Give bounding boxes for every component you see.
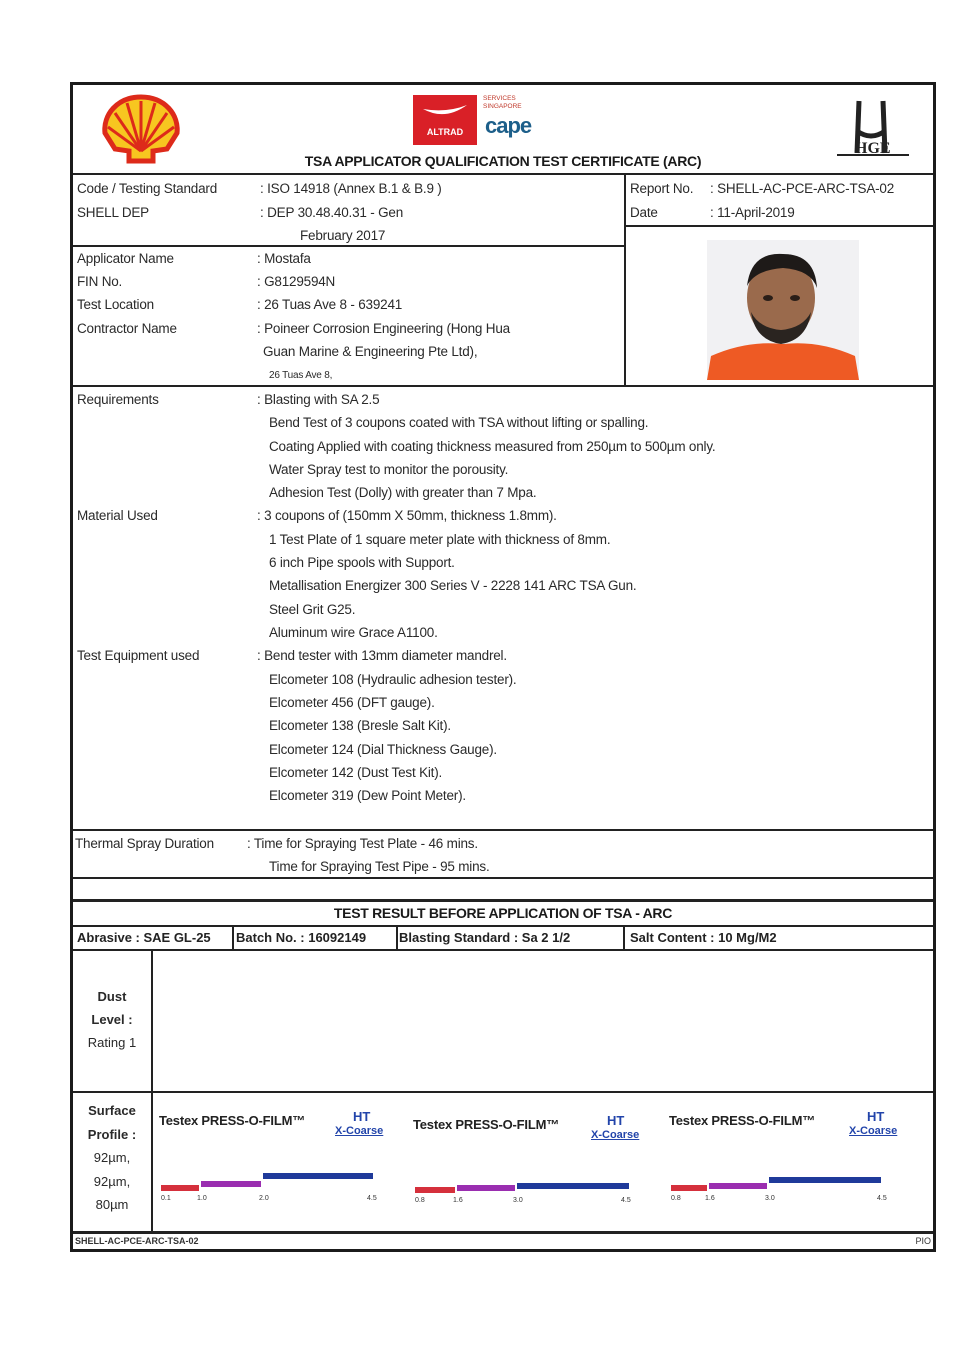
shell-dep-value: : DEP 30.48.40.31 - Gen xyxy=(260,205,403,220)
svg-text:HGE: HGE xyxy=(855,140,891,157)
dust-rating: Rating 1 xyxy=(87,1035,137,1050)
divider xyxy=(73,1091,933,1093)
divider xyxy=(73,925,933,927)
scale-tick: 1.6 xyxy=(453,1197,463,1204)
equipment-item: Elcometer 142 (Dust Test Kit). xyxy=(269,765,443,780)
surface-profile-value: 92µm, xyxy=(93,1150,131,1165)
divider xyxy=(624,173,626,385)
scale-segment-purple xyxy=(201,1181,261,1187)
scale-segment-purple xyxy=(457,1185,515,1191)
press-film-brand: Testex PRESS-O-FILM™ xyxy=(159,1113,306,1128)
scale-tick: 0.1 xyxy=(161,1195,171,1202)
material-item: Metallisation Energizer 300 Series V - 2228 141 ARC TSA Gun. xyxy=(269,578,637,593)
requirement-item: Adhesion Test (Dolly) with greater than 7 Mpa. xyxy=(269,485,537,500)
date-label: Date xyxy=(630,205,658,220)
material-item: Aluminum wire Grace A1100. xyxy=(269,625,438,640)
requirement-item: Coating Applied with coating thickness measured from 250µm to 500µm only. xyxy=(269,439,716,454)
press-film-type: X-Coarse xyxy=(849,1125,898,1137)
applicator-name-label: Applicator Name xyxy=(77,251,174,266)
equipment-item: Elcometer 319 (Dew Point Meter). xyxy=(269,788,466,803)
contractor-value: : Poineer Corrosion Engineering (Hong Hua xyxy=(257,321,510,336)
scale-segment-blue xyxy=(263,1173,373,1179)
material-item: 1 Test Plate of 1 square meter plate with thickness of 8mm. xyxy=(269,532,611,547)
requirement-item: : Blasting with SA 2.5 xyxy=(257,392,380,407)
altrad-wordmark: ALTRAD xyxy=(426,127,464,137)
certificate-title: TSA APPLICATOR QUALIFICATION TEST CERTIFICATE (ARC) xyxy=(304,153,702,169)
cape-logo: cape xyxy=(485,113,532,138)
thermal-spray-pipe: Time for Spraying Test Pipe - 95 mins. xyxy=(269,859,490,874)
surface-profile-value: 80µm xyxy=(95,1197,129,1212)
contractor-label: Contractor Name xyxy=(77,321,177,336)
equipment-item: Elcometer 108 (Hydraulic adhesion tester). xyxy=(269,672,517,687)
scale-segment-red xyxy=(415,1187,455,1193)
test-location-value: : 26 Tuas Ave 8 - 639241 xyxy=(257,297,403,312)
divider xyxy=(73,1231,933,1234)
equipment-item: : Bend tester with 13mm diameter mandrel. xyxy=(257,648,507,663)
surface-profile-label xyxy=(73,1099,151,1217)
certificate-page xyxy=(70,82,936,1252)
equipment-item: Elcometer 138 (Bresle Salt Kit). xyxy=(269,718,451,733)
report-no-value: : SHELL-AC-PCE-ARC-TSA-02 xyxy=(710,181,895,196)
press-film-brand: Testex PRESS-O-FILM™ xyxy=(669,1113,816,1128)
press-o-film-replica xyxy=(411,1109,649,1217)
scale-tick: 4.5 xyxy=(877,1195,887,1202)
scale-segment-red xyxy=(671,1185,707,1191)
scale-segment-purple xyxy=(709,1183,767,1189)
divider xyxy=(73,877,933,879)
dust-label-line: Dust xyxy=(97,989,127,1004)
code-standard-value: : ISO 14918 (Annex B.1 & B.9 ) xyxy=(260,181,442,196)
scale-tick: 4.5 xyxy=(621,1197,631,1204)
footer-right: PIO xyxy=(915,1236,931,1246)
press-film-grade: HT xyxy=(353,1109,371,1124)
divider xyxy=(624,225,933,227)
dust-tape-area xyxy=(153,951,933,1089)
divider xyxy=(232,925,234,949)
press-o-film-replica xyxy=(157,1109,395,1217)
code-standard-label: Code / Testing Standard xyxy=(77,181,217,196)
scale-tick: 0.8 xyxy=(671,1195,681,1202)
press-o-film-replica xyxy=(667,1109,923,1217)
requirements-label: Requirements xyxy=(77,392,159,407)
fin-label: FIN No. xyxy=(77,274,123,289)
dust-label-line: Level : xyxy=(91,1012,133,1027)
press-film-grade: HT xyxy=(607,1113,625,1128)
test-result-title: TEST RESULT BEFORE APPLICATION OF TSA - ARC xyxy=(333,905,673,921)
requirement-item: Water Spray test to monitor the porousity. xyxy=(269,462,509,477)
divider xyxy=(396,925,398,949)
material-label: Material Used xyxy=(77,508,158,523)
scale-tick: 0.8 xyxy=(415,1197,425,1204)
divider xyxy=(73,829,933,831)
scale-tick: 1.0 xyxy=(197,1195,207,1202)
press-film-type: X-Coarse xyxy=(335,1125,384,1137)
contractor-value-2: Guan Marine & Engineering Pte Ltd), xyxy=(263,344,478,359)
material-item: Steel Grit G25. xyxy=(269,602,356,617)
footer-doc-ref: SHELL-AC-PCE-ARC-TSA-02 xyxy=(75,1236,199,1246)
thermal-spray-plate: : Time for Spraying Test Plate - 46 mins. xyxy=(247,836,478,851)
equipment-item: Elcometer 456 (DFT gauge). xyxy=(269,695,435,710)
scale-segment-red xyxy=(161,1185,199,1191)
fin-value: : G8129594N xyxy=(257,274,336,289)
divider xyxy=(73,385,933,387)
date-value: : 11-April-2019 xyxy=(710,205,795,220)
thermal-spray-label: Thermal Spray Duration xyxy=(75,836,214,851)
divider xyxy=(73,173,933,175)
material-item: : 3 coupons of (150mm X 50mm, thickness 1.8mm). xyxy=(257,508,557,523)
requirement-item: Bend Test of 3 coupons coated with TSA without lifting or spalling. xyxy=(269,415,649,430)
equipment-item: Elcometer 124 (Dial Thickness Gauge). xyxy=(269,742,497,757)
material-item: 6 inch Pipe spools with Support. xyxy=(269,555,455,570)
shell-dep-date: February 2017 xyxy=(300,228,386,243)
test-location-label: Test Location xyxy=(77,297,154,312)
press-film-grade: HT xyxy=(867,1109,885,1124)
applicator-name-value: : Mostafa xyxy=(257,251,311,266)
altrad-services-text: SERVICES SINGAPORE xyxy=(483,95,522,110)
divider xyxy=(623,925,625,949)
altrad-logo xyxy=(413,95,477,145)
salt-content-cell: Salt Content : 10 Mg/M2 xyxy=(630,930,777,945)
scale-segment-blue xyxy=(769,1177,881,1183)
press-film-brand: Testex PRESS-O-FILM™ xyxy=(413,1117,560,1132)
scale-segment-blue xyxy=(517,1183,629,1189)
scale-tick: 3.0 xyxy=(765,1195,775,1202)
applicator-photo xyxy=(707,240,859,380)
scale-tick: 4.5 xyxy=(367,1195,377,1202)
contractor-value-3: 26 Tuas Ave 8, xyxy=(269,370,333,381)
surface-label-line: Profile : xyxy=(87,1126,137,1142)
blasting-standard-cell: Blasting Standard : Sa 2 1/2 xyxy=(399,930,571,945)
scale-tick: 1.6 xyxy=(705,1195,715,1202)
scale-tick: 2.0 xyxy=(259,1195,269,1202)
divider xyxy=(73,899,933,902)
abrasive-cell: Abrasive : SAE GL-25 xyxy=(77,930,211,945)
press-film-type: X-Coarse xyxy=(591,1129,640,1141)
surface-label-line: Surface xyxy=(88,1103,136,1118)
equipment-label: Test Equipment used xyxy=(77,648,200,663)
report-no-label: Report No. xyxy=(630,181,694,196)
scale-tick: 3.0 xyxy=(513,1197,523,1204)
batch-cell: Batch No. : 16092149 xyxy=(236,930,367,945)
dust-level-label xyxy=(73,985,151,1054)
shell-dep-label: SHELL DEP xyxy=(77,205,149,220)
surface-profile-value: 92µm, xyxy=(93,1173,131,1189)
